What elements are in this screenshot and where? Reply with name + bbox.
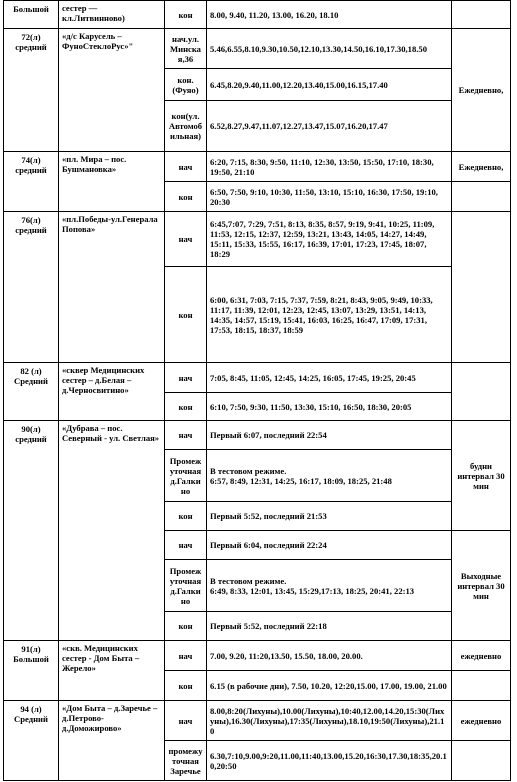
route-name: «Дубрава – пос. Северный - ул. Светлая» bbox=[59, 421, 165, 641]
schedule-note: будни интервал 30 мин bbox=[452, 421, 511, 531]
schedule-note: ежедневно bbox=[452, 701, 511, 741]
stop-label: кон bbox=[165, 612, 207, 641]
departure-times: 6.15 (в рабочие дни), 7.50, 10.20, 12:20,15.00, 17.00, 19.00, 21.00 bbox=[207, 671, 452, 701]
table-row bbox=[4, 212, 511, 267]
schedule-note: Ежедневно, bbox=[452, 29, 511, 152]
schedule-note bbox=[452, 1, 511, 29]
schedule-note bbox=[452, 182, 511, 212]
stop-label: нач bbox=[165, 212, 207, 267]
schedule-note bbox=[452, 671, 511, 701]
schedule-note: ежедневно bbox=[452, 641, 511, 671]
stop-label: кон bbox=[165, 182, 207, 212]
departure-times: 6:50, 7:50, 9:10, 10:30, 11:50, 13:10, 15:10, 16:30, 17:50, 19:10, 20:30 bbox=[207, 182, 452, 212]
route-number: 91(л) Большой bbox=[4, 641, 59, 701]
schedule-note: Ежедневно, bbox=[452, 152, 511, 182]
route-name: сестер — кл.Литвинново) bbox=[59, 1, 165, 29]
bus-schedule-table bbox=[3, 0, 511, 781]
stop-label: нач bbox=[165, 363, 207, 393]
schedule-note bbox=[452, 741, 511, 781]
departure-times: 8.00, 9.40, 11.20, 13.00, 16.20, 18.10 bbox=[207, 1, 452, 29]
route-number: 72(л) средний bbox=[4, 29, 59, 152]
departure-times: 8.00,8:20(Лихуны),10.00(Лихуны),10:40,12.00,14.20,15:30(Лихуны),16.30(Лихуны),17:35(Лихуны),18.10,19:50(Лихуны),21.10 bbox=[207, 701, 452, 741]
stop-label: кон bbox=[165, 267, 207, 363]
table-row bbox=[4, 363, 511, 393]
stop-label: нач bbox=[165, 641, 207, 671]
departure-times: 6.30,7:10,9.00,9:20,11.00,11:40,13.00,15.20,16:30,17.30,18:35,20.10,20:50 bbox=[207, 741, 452, 781]
stop-label: нач bbox=[165, 531, 207, 560]
route-name: «сквер Медицинских сестер – д.Белая – д.Черносвитино» bbox=[59, 363, 165, 421]
route-name: «д/с Карусель – ФуноСтеклоРус»" bbox=[59, 29, 165, 152]
departure-times: Первый 6:04, последний 22:24 bbox=[207, 531, 452, 560]
route-name: «пл. Мира – пос. Бушмановка» bbox=[59, 152, 165, 212]
schedule-note bbox=[452, 363, 511, 421]
departure-times: 7:05, 8:45, 11:05, 12:45, 14:25, 16:05, 17:45, 19:25, 20:45 bbox=[207, 363, 452, 393]
departure-times: 5.46,6.55,8.10,9.30,10.50,12.10,13.30,14.50,16.10,17.30,18.50 bbox=[207, 29, 452, 69]
departure-times: 6.52,8.27,9.47,11.07,12.27,13.47,15.07,16.20,17.47 bbox=[207, 101, 452, 152]
table-row bbox=[4, 1, 511, 29]
departure-times: 7.00, 9.20, 11:20,13.50, 15.50, 18.00, 20.00. bbox=[207, 641, 452, 671]
route-number: 90(л) средний bbox=[4, 421, 59, 641]
table-row bbox=[4, 152, 511, 182]
departure-times: 6:10, 7:50, 9:30, 11:50, 13:30, 15:10, 16:50, 18:30, 20:05 bbox=[207, 393, 452, 421]
route-number: Большой bbox=[4, 1, 59, 29]
departure-times: 6:20, 7:15, 8:30, 9:50, 11:10, 12:30, 13:50, 15:50, 17:10, 18:30, 19:50, 21:10 bbox=[207, 152, 452, 182]
stop-label: кон bbox=[165, 1, 207, 29]
route-number: 94 (л) Средний bbox=[4, 701, 59, 781]
stop-label: Промежуточная д.Галкино bbox=[165, 450, 207, 502]
table-row bbox=[4, 641, 511, 671]
schedule-note: Выходные интервал 30 мин bbox=[452, 531, 511, 641]
stop-label: нач bbox=[165, 701, 207, 741]
departure-times: Первый 6:07, последний 22:54 bbox=[207, 421, 452, 450]
route-name: «пл.Победы-ул.Генерала Попова» bbox=[59, 212, 165, 363]
departure-times: 6:45,7:07, 7:29, 7:51, 8:13, 8:35, 8:57, 9:19, 9:41, 10:25, 11:09, 11:53, 12:15, 12:37, 12:59, 13:21, 13:43, 14:05, 14:27, 14:49, 15:11, 15:33, 15:55, 16:17, 16:39, 17:01, 17:23, 17:45, 18:07, 18:29 bbox=[207, 212, 452, 267]
table-row bbox=[4, 421, 511, 450]
departure-times: Первый 5:52, последний 21:53 bbox=[207, 502, 452, 531]
departure-times: 6:00, 6:31, 7:03, 7:15, 7:37, 7:59, 8:21, 8:43, 9:05, 9:49, 10:33, 11:17, 11:39, 12:01, 12:23, 12:45, 13:07, 13:29, 13:51, 14:13, 14:35, 14:57, 15:19, 15:41, 16:03, 16:25, 16:47, 17:09, 17:31, 17:53, 18:15, 18:37, 18:59 bbox=[207, 267, 452, 363]
departure-times: 6.45,8.20,9.40,11.00,12.20,13.40,15.00,16.15,17.40 bbox=[207, 69, 452, 101]
route-number: 76(л) средний bbox=[4, 212, 59, 363]
stop-label: нач bbox=[165, 421, 207, 450]
stop-label: промежуточная Заречье bbox=[165, 741, 207, 781]
route-number: 74(л) средний bbox=[4, 152, 59, 212]
departure-times: В тестовом режиме. 6:57, 8:49, 12:31, 14:25, 16:17, 18:09, 18:25, 21:48 bbox=[207, 450, 452, 502]
table-row bbox=[4, 29, 511, 69]
stop-label: Промежуточная д.Галкино bbox=[165, 560, 207, 612]
stop-label: кон bbox=[165, 393, 207, 421]
schedule-note bbox=[452, 212, 511, 363]
route-number: 82 (л) Средний bbox=[4, 363, 59, 421]
stop-label: кон.(Фуяо) bbox=[165, 69, 207, 101]
stop-label: нач bbox=[165, 152, 207, 182]
route-name: «скв. Медицинских сестер - Дом Быта – Жерело» bbox=[59, 641, 165, 701]
stop-label: нач.ул. Минская,36 bbox=[165, 29, 207, 69]
departure-times: В тестовом режиме. 6:49, 8:33, 12:01, 13:45, 15:29,17:13, 18:25, 20:41, 22:13 bbox=[207, 560, 452, 612]
departure-times: Первый 5:52, последний 22:18 bbox=[207, 612, 452, 641]
stop-label: кон(ул. Автомобильная) bbox=[165, 101, 207, 152]
table-row bbox=[4, 701, 511, 741]
stop-label: кон bbox=[165, 502, 207, 531]
route-name: «Дом Быта – д.Заречье – д.Петрово-д.Доможирово» bbox=[59, 701, 165, 781]
stop-label: кон bbox=[165, 671, 207, 701]
